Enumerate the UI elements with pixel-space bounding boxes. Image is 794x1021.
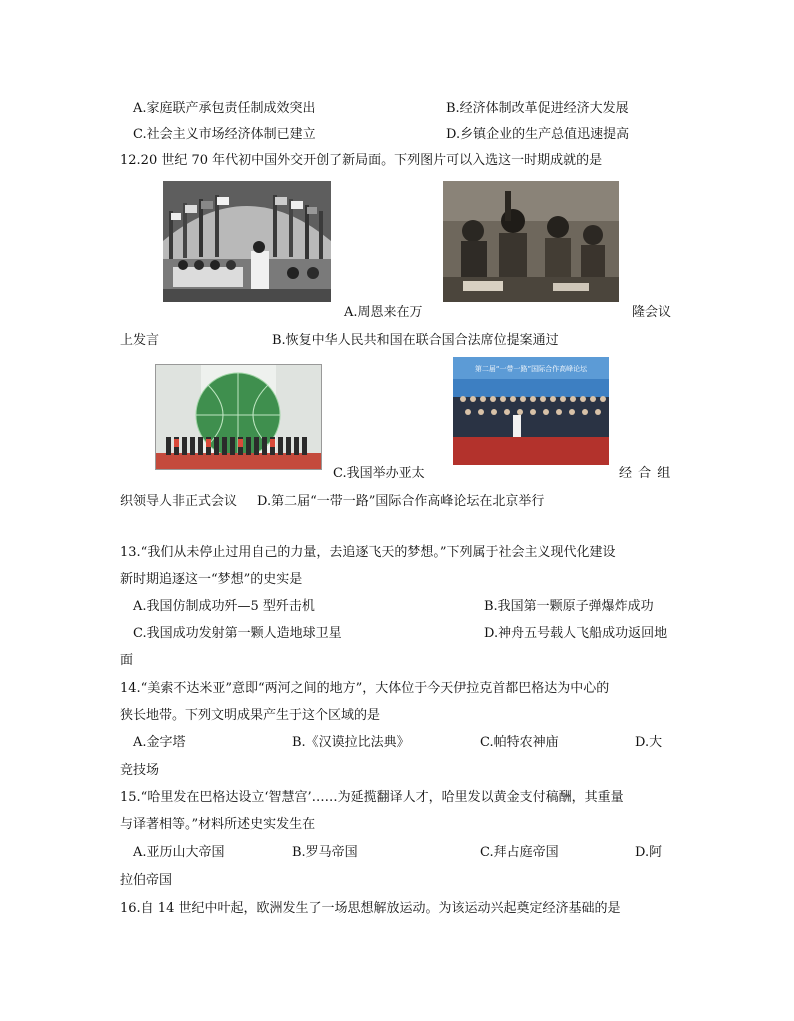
q12-option-c-part3: 织领导人非正式会议 <box>120 494 238 509</box>
q12-option-b: B.恢复中华人民共和国在联合国合法席位提案通过 <box>272 333 559 348</box>
forum-banner-text: 第二届“一带一路”国际合作高峰论坛 <box>474 365 588 373</box>
q14-option-a: A.金字塔 <box>133 735 186 750</box>
q12-option-a-part3: 上发言 <box>120 333 160 348</box>
q12-stem: 12.20 世纪 70 年代初中国外交开创了新局面。下列图片可以入选这一时期成就的是 <box>120 153 603 168</box>
q12-option-c-part1: C.我国举办亚太 <box>333 466 425 481</box>
q12-option-d: D.第二届“一带一路”国际合作高峰论坛在北京举行 <box>257 494 545 509</box>
q14-option-d: D.大 <box>635 735 663 750</box>
q15-option-b: B.罗马帝国 <box>292 845 358 860</box>
q13-option-b: B.我国第一颗原子弹爆炸成功 <box>484 599 654 614</box>
q13-option-d-cont: 面 <box>120 653 134 668</box>
q15-option-d: D.阿 <box>635 845 663 860</box>
q11-option-b: B.经济体制改革促进经济大发展 <box>446 101 629 116</box>
q13-stem-line1: 13.“我们从未停止过用自己的力量，去追逐飞天的梦想。”下列属于社会主义现代化建设 <box>120 545 616 560</box>
q12-option-c-part2: 经 合 组 <box>619 466 672 481</box>
photo-apec-meeting <box>155 364 322 470</box>
q14-option-d-cont: 竞技场 <box>120 763 160 778</box>
q15-stem-line1: 15.“哈里发在巴格达设立‘智慧宫’……为延揽翻译人才，哈里发以黄金支付稿酬，其重量 <box>120 790 624 805</box>
q15-option-a: A.亚历山大帝国 <box>133 845 225 860</box>
q14-stem-line2: 狭长地带。下列文明成果产生于这个区域的是 <box>120 708 381 723</box>
q13-option-c: C.我国成功发射第一颗人造地球卫星 <box>133 626 342 641</box>
photo-un-seat-restored <box>443 181 619 302</box>
q13-stem-line2: 新时期追逐这一“梦想”的史实是 <box>120 572 303 587</box>
photo-belt-and-road-forum <box>453 357 609 465</box>
q12-option-a-part1: A.周恩来在万 <box>344 305 423 320</box>
q15-option-c: C.拜占庭帝国 <box>480 845 559 860</box>
q12-option-a-part2: 隆会议 <box>632 305 672 320</box>
q11-option-c: C.社会主义市场经济体制已建立 <box>133 127 316 142</box>
q15-stem-line2: 与译著相等。”材料所述史实发生在 <box>120 817 316 832</box>
q15-option-d-cont: 拉伯帝国 <box>120 873 173 888</box>
photo-bandung-conference <box>163 181 331 302</box>
q14-option-c: C.帕特农神庙 <box>480 735 559 750</box>
q14-option-b: B.《汉谟拉比法典》 <box>292 735 410 750</box>
q14-stem-line1: 14.“美索不达米亚”意即“两河之间的地方”，大体位于今天伊拉克首都巴格达为中心的 <box>120 681 610 696</box>
q16-stem: 16.自 14 世纪中叶起，欧洲发生了一场思想解放运动。为该运动兴起奠定经济基础的是 <box>120 901 621 916</box>
q13-option-d: D.神舟五号载人飞船成功返回地 <box>484 626 668 641</box>
q13-option-a: A.我国仿制成功歼—5 型歼击机 <box>133 599 315 614</box>
q11-option-d: D.乡镇企业的生产总值迅速提高 <box>446 127 630 142</box>
q11-option-a: A.家庭联产承包责任制成效突出 <box>133 101 316 116</box>
